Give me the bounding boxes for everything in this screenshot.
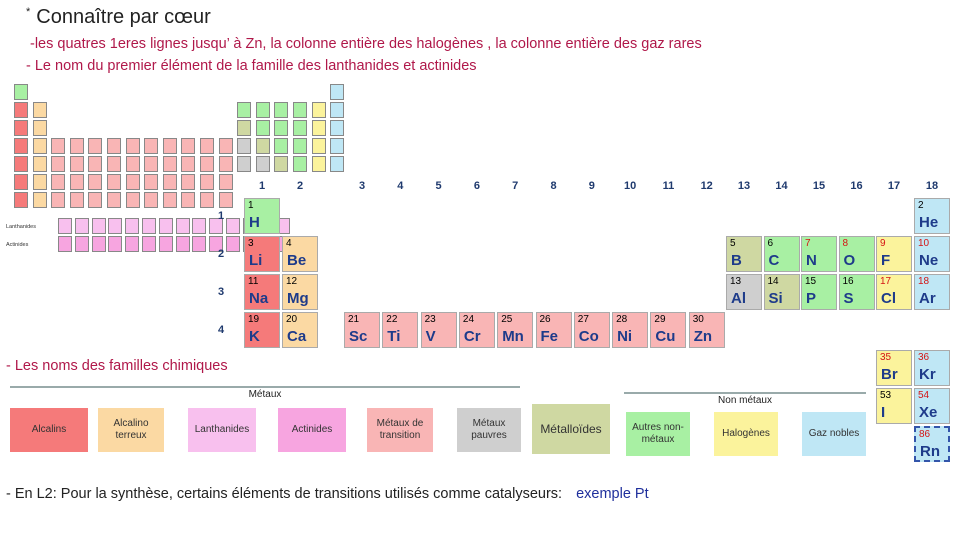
instruction-line-2: - Le nom du premier élément de la famille des lanthanides et actinides (26, 58, 477, 74)
element-cell-al (726, 274, 762, 310)
group-number: 18 (925, 180, 939, 192)
thumb-cell (200, 156, 214, 172)
thumb-cell (70, 174, 84, 190)
thumb-cell (144, 156, 158, 172)
thumb-cell (107, 156, 121, 172)
thumb-lanthanides-label: Lanthanides (6, 224, 36, 230)
thumb-cell (88, 174, 102, 190)
atomic-number: 6 (767, 238, 774, 249)
element-cell-k (244, 312, 280, 348)
atomic-number: 18 (918, 276, 930, 287)
element-cell-li (244, 236, 280, 272)
atomic-number: 86 (919, 429, 931, 440)
element-symbol: Co (578, 328, 599, 345)
family-label: Métaux de transition (376, 418, 424, 441)
atomic-number: 53 (880, 390, 892, 401)
thumb-cell (237, 102, 251, 118)
thumb-cell (14, 174, 28, 190)
atomic-number: 10 (918, 238, 930, 249)
element-cell-s (839, 274, 875, 310)
thumb-cell (70, 156, 84, 172)
thumb-cell (312, 102, 326, 118)
element-symbol: H (249, 214, 260, 231)
thumb-fblock-cell (108, 236, 122, 252)
thumb-fblock-cell (125, 218, 139, 234)
family-box-lanth (188, 408, 256, 452)
atomic-number: 2 (918, 200, 924, 211)
element-cell-si (764, 274, 800, 310)
element-cell-f (876, 236, 912, 272)
atomic-number: 35 (880, 352, 892, 363)
family-box-noble (802, 412, 866, 456)
thumb-cell (312, 120, 326, 136)
element-cell-zn (689, 312, 725, 348)
thumb-fblock-cell (192, 218, 206, 234)
thumb-cell (33, 120, 47, 136)
element-symbol: Cl (881, 290, 896, 307)
thumb-fblock-cell (58, 218, 72, 234)
atomic-number: 25 (501, 314, 513, 325)
instruction-line-3: - Les noms des familles chimiques (6, 358, 228, 374)
atomic-number: 16 (842, 276, 854, 287)
element-symbol: Sc (349, 328, 368, 345)
thumb-cell (14, 138, 28, 154)
bullet-star: * (26, 6, 31, 18)
thumb-cell (51, 156, 65, 172)
thumb-cell (126, 138, 140, 154)
atomic-number: 13 (730, 276, 742, 287)
element-cell-br (876, 350, 912, 386)
family-label: Halogènes (722, 428, 770, 439)
family-label: Actinides (291, 424, 333, 435)
thumb-fblock-cell (192, 236, 206, 252)
thumb-cell (144, 174, 158, 190)
thumb-cell (70, 138, 84, 154)
group-number: 4 (397, 180, 404, 192)
element-cell-ni (612, 312, 648, 348)
atomic-number: 28 (616, 314, 628, 325)
thumb-cell (163, 138, 177, 154)
thumb-cell (237, 120, 251, 136)
element-cell-n (801, 236, 837, 272)
element-cell-co (574, 312, 610, 348)
thumb-cell (200, 174, 214, 190)
thumb-cell (163, 156, 177, 172)
family-label: Autres non-métaux (632, 422, 684, 445)
metals-header: Métaux (10, 386, 520, 400)
thumb-cell (14, 102, 28, 118)
thumb-cell (33, 156, 47, 172)
thumb-cell (219, 138, 233, 154)
period-number: 3 (218, 286, 225, 298)
thumb-fblock-cell (92, 236, 106, 252)
thumb-cell (14, 120, 28, 136)
thumb-cell (51, 174, 65, 190)
family-box-alkaline (98, 408, 164, 452)
family-box-actin (278, 408, 346, 452)
group-number: 11 (662, 180, 675, 192)
group-number: 10 (623, 180, 637, 192)
slide-title (26, 6, 211, 29)
atomic-number: 1 (248, 200, 254, 211)
family-label: Alcalins (31, 424, 67, 435)
thumb-cell (14, 192, 28, 208)
thumb-cell (181, 138, 195, 154)
thumb-cell (293, 156, 307, 172)
thumb-fblock-cell (176, 218, 190, 234)
thumb-cell (126, 174, 140, 190)
period-number: 2 (218, 248, 225, 260)
thumb-cell (237, 156, 251, 172)
element-symbol: Na (249, 290, 269, 307)
atomic-number: 14 (767, 276, 779, 287)
family-label: Alcalino terreux (113, 418, 149, 441)
thumb-cell (330, 102, 344, 118)
element-symbol: Ti (387, 328, 401, 345)
family-box-nonmetal (626, 412, 690, 456)
group-number: 9 (588, 180, 595, 192)
element-symbol: N (806, 252, 817, 269)
element-symbol: Li (249, 252, 263, 269)
element-cell-ti (382, 312, 418, 348)
atomic-number: 12 (286, 276, 298, 287)
atomic-number: 23 (424, 314, 436, 325)
element-cell-rn (914, 426, 950, 462)
group-number: 1 (258, 180, 266, 192)
atomic-number: 30 (692, 314, 704, 325)
thumb-fblock-cell (142, 218, 156, 234)
element-cell-b (726, 236, 762, 272)
element-cell-mg (282, 274, 318, 310)
atomic-number: 5 (730, 238, 736, 249)
thumb-fblock-cell (159, 218, 173, 234)
atomic-number: 7 (805, 238, 811, 249)
thumb-fblock-cell (159, 236, 173, 252)
element-symbol: I (881, 404, 886, 421)
family-label: Métalloïdes (540, 422, 602, 436)
thumb-cell (126, 192, 140, 208)
element-symbol: Ne (919, 252, 939, 269)
thumb-cell (33, 192, 47, 208)
group-number: 2 (296, 180, 304, 192)
thumb-cell (330, 120, 344, 136)
element-symbol: Fe (540, 328, 559, 345)
thumb-cell (256, 120, 270, 136)
element-symbol: S (843, 290, 854, 307)
period-number: 4 (218, 324, 225, 336)
instruction-line-1: -les quatres 1eres lignes jusqu’ à Zn, la colonne entière des halogènes , la colonne entière des gaz rares (30, 36, 702, 52)
element-symbol: F (881, 252, 891, 269)
thumb-cell (107, 174, 121, 190)
group-number: 6 (473, 180, 480, 192)
thumb-cell (200, 192, 214, 208)
element-symbol: Al (731, 290, 746, 307)
thumb-cell (293, 138, 307, 154)
element-cell-ne (914, 236, 950, 272)
element-symbol: P (806, 290, 817, 307)
thumb-cell (274, 138, 288, 154)
thumb-cell (293, 102, 307, 118)
thumb-cell (107, 138, 121, 154)
element-cell-na (244, 274, 280, 310)
atomic-number: 26 (539, 314, 551, 325)
atomic-number: 15 (805, 276, 817, 287)
atomic-number: 17 (880, 276, 892, 287)
thumb-fblock-cell (108, 218, 122, 234)
thumb-cell (88, 156, 102, 172)
element-cell-v (421, 312, 457, 348)
thumb-fblock-cell (75, 218, 89, 234)
element-cell-cl (876, 274, 912, 310)
atomic-number: 20 (286, 314, 298, 325)
group-number: 3 (358, 180, 366, 192)
family-box-alkali (10, 408, 88, 452)
family-label: Métaux pauvres (471, 418, 507, 441)
atomic-number: 21 (348, 314, 360, 325)
element-symbol: Xe (919, 404, 938, 421)
element-cell-he (914, 198, 950, 234)
thumb-cell (330, 138, 344, 154)
instruction-line-4 (6, 486, 649, 502)
element-cell-mn (497, 312, 533, 348)
thumb-cell (14, 84, 28, 100)
thumb-fblock-cell (58, 236, 72, 252)
thumb-fblock-cell (176, 236, 190, 252)
period-number: 1 (218, 210, 225, 222)
thumb-cell (144, 138, 158, 154)
element-symbol: V (425, 328, 436, 345)
thumb-cell (51, 192, 65, 208)
thumb-cell (181, 174, 195, 190)
thumb-cell (256, 138, 270, 154)
element-symbol: He (919, 214, 939, 231)
family-box-metalloid (532, 404, 610, 454)
thumb-fblock-cell (75, 236, 89, 252)
element-symbol: C (768, 252, 780, 269)
element-symbol: Zn (693, 328, 713, 345)
example-text: exemple Pt (576, 486, 649, 502)
element-symbol: Cr (463, 328, 481, 345)
thumb-cell (181, 192, 195, 208)
thumb-cell (33, 102, 47, 118)
thumb-cell (181, 156, 195, 172)
thumb-cell (88, 192, 102, 208)
group-number: 17 (887, 180, 901, 192)
thumb-actinides-label: Actinides (6, 242, 29, 248)
group-number: 14 (775, 180, 788, 192)
family-box-post (457, 408, 521, 452)
atomic-number: 4 (286, 238, 292, 249)
group-number: 8 (550, 180, 557, 192)
thumb-cell (144, 192, 158, 208)
element-symbol: Ca (287, 328, 307, 345)
thumb-cell (107, 192, 121, 208)
element-cell-cu (650, 312, 686, 348)
thumb-cell (256, 102, 270, 118)
thumb-cell (312, 138, 326, 154)
element-cell-xe (914, 388, 950, 424)
thumb-cell (293, 120, 307, 136)
thumb-cell (274, 156, 288, 172)
element-symbol: K (249, 328, 260, 345)
element-symbol: Ar (919, 290, 936, 307)
nonmetals-header: Non métaux (624, 392, 866, 406)
element-symbol: Br (881, 366, 898, 383)
thumb-cell (14, 156, 28, 172)
thumb-cell (274, 120, 288, 136)
thumb-cell (126, 156, 140, 172)
element-symbol: B (731, 252, 742, 269)
atomic-number: 8 (842, 238, 849, 249)
element-symbol: Kr (919, 366, 936, 383)
thumb-cell (88, 138, 102, 154)
thumb-cell (330, 84, 344, 100)
element-cell-o (839, 236, 875, 272)
group-number: 16 (850, 180, 863, 192)
family-box-transition (367, 408, 433, 452)
thumb-cell (274, 102, 288, 118)
thumb-cell (330, 156, 344, 172)
thumb-cell (237, 138, 251, 154)
thumb-fblock-cell (92, 218, 106, 234)
element-cell-ar (914, 274, 950, 310)
atomic-number: 27 (577, 314, 589, 325)
element-cell-i (876, 388, 912, 424)
atomic-number: 24 (462, 314, 475, 325)
element-cell-be (282, 236, 318, 272)
thumb-cell (33, 138, 47, 154)
family-box-halogen (714, 412, 778, 456)
thumb-cell (312, 156, 326, 172)
atomic-number: 54 (918, 390, 930, 401)
element-cell-ca (282, 312, 318, 348)
element-symbol: Mn (502, 328, 524, 345)
group-number: 15 (812, 180, 826, 192)
thumb-fblock-cell (142, 236, 156, 252)
group-number: 7 (512, 180, 519, 192)
element-cell-h (244, 198, 280, 234)
element-symbol: Cu (655, 328, 676, 345)
thumb-cell (163, 192, 177, 208)
thumb-cell (163, 174, 177, 190)
atomic-number: 19 (248, 314, 260, 325)
thumb-cell (70, 192, 84, 208)
atomic-number: 22 (386, 314, 398, 325)
element-cell-kr (914, 350, 950, 386)
thumb-cell (219, 156, 233, 172)
element-symbol: Ni (617, 328, 633, 345)
instruction-line-4-text: - En L2: Pour la synthèse, certains éléments de transitions utilisés comme catalyseurs: (6, 486, 563, 502)
atomic-number: 36 (918, 352, 930, 363)
slide-title-text: Connaître par cœur (36, 6, 211, 28)
element-cell-fe (536, 312, 572, 348)
atomic-number: 29 (654, 314, 666, 325)
element-symbol: O (843, 252, 856, 269)
atomic-number: 11 (248, 276, 259, 287)
element-cell-c (764, 236, 800, 272)
group-number: 13 (737, 180, 751, 192)
thumb-fblock-cell (125, 236, 139, 252)
group-number: 12 (700, 180, 713, 192)
thumb-cell (200, 138, 214, 154)
group-number: 5 (435, 180, 442, 192)
atomic-number: 3 (248, 238, 254, 249)
element-cell-p (801, 274, 837, 310)
family-label: Gaz nobles (808, 428, 860, 439)
atomic-number: 9 (880, 238, 886, 249)
element-symbol: Mg (287, 290, 309, 307)
thumb-cell (256, 156, 270, 172)
thumb-cell (51, 138, 65, 154)
element-symbol: Rn (920, 443, 940, 460)
element-symbol: Be (287, 252, 307, 269)
element-cell-cr (459, 312, 495, 348)
thumb-cell (33, 174, 47, 190)
element-cell-sc (344, 312, 380, 348)
family-label: Lanthanides (194, 424, 250, 435)
element-symbol: Si (768, 290, 783, 307)
